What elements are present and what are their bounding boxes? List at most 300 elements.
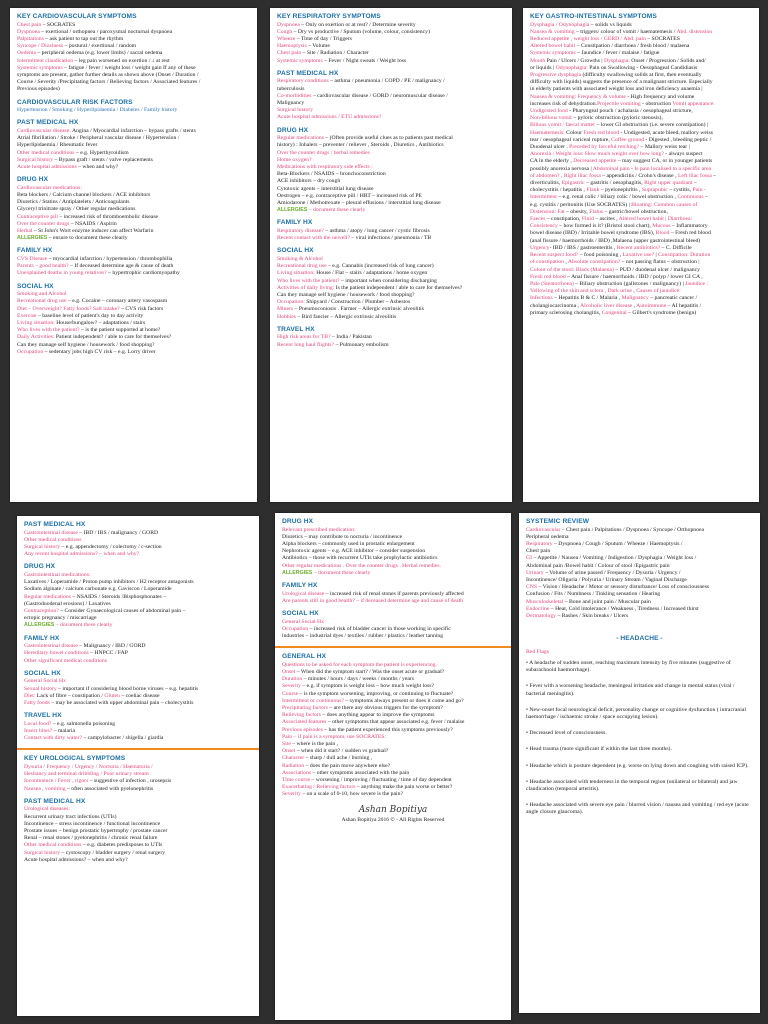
text-line: [277, 100, 505, 107]
text-segment: Preceded by forceful retching?: [569, 144, 640, 151]
text-segment: Other medical conditions: [24, 842, 82, 849]
text-segment: – Jaundice / fever / malaise / fatigue: [575, 50, 660, 57]
text-line: [17, 298, 250, 305]
text-segment: – is the patient supported at home?: [79, 327, 161, 334]
text-segment: – e.g. salmonella poisoning: [51, 720, 116, 727]
text-segment: Gastrointestinal disease: [24, 643, 78, 650]
section-heading: SOCIAL HX: [24, 669, 61, 677]
text-segment: – does anything appear to improve the symptoms: [321, 712, 435, 719]
red-flag-item: • Fever with a worsening headache, meningeal irritation and change in mental status (viral / bacterial meningitis).: [526, 683, 735, 697]
text-segment: Vomit appearance:: [672, 100, 715, 107]
systemic-review-card: [519, 513, 760, 1013]
text-segment: Prostate issues – benign prostatic hypertrophy / prostate cancer: [24, 828, 168, 835]
text-segment: Musculoskeletal: [526, 598, 564, 605]
text-segment: Cardiovascular disease:: [17, 128, 71, 135]
text-segment: CA in the elderly ,: [530, 158, 574, 165]
text-segment: – how formed is it? (Bristol stool chart),: [557, 223, 653, 230]
text-line: [530, 245, 752, 252]
text-segment: Hesitancy and terminal dribbling / Poor urinary stream: [24, 771, 149, 778]
text-line: [530, 303, 752, 310]
text-segment: Regular medications: [277, 135, 324, 142]
text-line: [24, 728, 252, 735]
text-segment: Duration: [690, 252, 711, 259]
text-line: [526, 570, 753, 577]
text-segment: Surgical history: [17, 156, 54, 163]
text-segment: Coffee ground: [611, 136, 645, 143]
text-segment: Fresh red blood: [583, 129, 620, 136]
text-segment: Local food?: [24, 720, 52, 727]
text-line: [17, 291, 250, 298]
text-segment: CNS: [526, 584, 538, 591]
text-line: [24, 658, 252, 665]
text-line: [17, 150, 250, 157]
text-line: [17, 349, 250, 356]
text-segment: – constipation,: [545, 216, 582, 223]
text-segment: – Chest pain / Palpitations / Dyspnoea / Syncope / Orthopnoea: [560, 526, 705, 533]
text-segment: House/bungalow? – adaptations / stairs: [54, 320, 146, 327]
text-line: [277, 200, 505, 207]
text-line: [277, 285, 505, 292]
section-heading: KEY GASTRO-INTESTINAL SYMPTOMS: [530, 13, 657, 20]
text-segment: Flatus: [589, 208, 604, 215]
text-segment: - Digested , bleeding peptic /: [644, 136, 712, 143]
text-segment: – e.g. Cocaine – coronary artery vasospasm: [66, 298, 168, 305]
text-line: [24, 678, 252, 685]
text-segment: Regular medications: [24, 593, 71, 600]
text-segment: – important when considering discharging: [339, 277, 437, 284]
text-segment: Pain on Swallowing - Oesophageal Candidiasis: [587, 64, 698, 71]
text-line: [277, 29, 505, 36]
text-segment: Course: [282, 690, 299, 697]
text-segment: – C. Difficile: [660, 244, 692, 251]
text-line: [526, 548, 753, 555]
text-segment: Altered bowel habit: [530, 43, 576, 50]
text-segment: Chest pain: [526, 548, 551, 555]
text-segment: – SOCRATES: [41, 21, 76, 28]
text-line: [277, 235, 505, 242]
text-segment: – important if considering blood borne viruses – e.g. hepatitis: [56, 685, 199, 692]
text-line: [282, 741, 504, 748]
text-segment: diverticulitis,: [530, 180, 562, 187]
text-segment: Recent long haul flights?: [277, 341, 335, 348]
text-segment: Progressive dysphagia: [530, 72, 582, 79]
text-line: [282, 633, 504, 640]
text-segment: e.g. cystitis / peritonitis (Use SOCRATES) |: [530, 201, 632, 208]
cardiovascular-card: [10, 8, 257, 502]
text-line: [24, 643, 252, 650]
text-segment: Exercise: [17, 312, 37, 319]
text-segment: – suggestive of infection , urosepsis: [88, 778, 172, 785]
text-line: [530, 194, 752, 201]
text-segment: – Constipation / diarrhoea / fresh blood / malaena: [575, 43, 690, 50]
text-segment: – Malignancy / IBD / GORD: [77, 643, 146, 650]
text-segment: General Social Hx: [24, 678, 67, 685]
text-segment: ectopic pregnancy / miscarriage: [24, 615, 97, 622]
text-segment: Fatty foods: [24, 700, 50, 707]
text-segment: Respiratory disease?: [277, 228, 324, 235]
text-segment: Recent contact with the unwell?: [277, 235, 350, 242]
text-line: [277, 43, 505, 50]
text-segment: Oestrogen – e.g. contraceptive pill / HRT – increased risk of PE: [277, 192, 423, 199]
text-line: [282, 534, 504, 541]
text-segment: Radiation: [282, 762, 305, 769]
text-line: [24, 850, 252, 857]
text-segment: Projectile vomiting: [596, 100, 641, 107]
text-segment: – Consider Gynaecological causes of abdominal pain –: [58, 608, 186, 615]
text-segment: Living situation:: [17, 320, 55, 327]
text-segment: Gluten: [104, 692, 120, 699]
text-line: [24, 786, 252, 793]
text-segment: Is the patient independent / able to care for themselves?: [334, 284, 463, 291]
urology-general-card: [275, 513, 511, 1020]
text-segment: (difficulty swallowing solids at first, then eventually: [581, 72, 702, 79]
text-segment: Dysuria / Frequency / Urgency / Nocturia / Haematuria /: [24, 764, 153, 771]
text-segment: Absolute constipation?: [567, 259, 621, 266]
text-line: [17, 58, 250, 65]
text-line: [282, 770, 504, 777]
text-segment: Other medical conditions: [24, 536, 82, 543]
text-line: [526, 563, 753, 570]
text-segment: – India / Pakistan: [330, 334, 372, 341]
text-line: [530, 65, 752, 72]
text-segment: Occupation:: [277, 299, 305, 306]
text-segment: Colour of the stool:: [530, 266, 575, 273]
text-segment: – document these clearly: [312, 569, 371, 576]
text-segment: – Anal fissure / haemorrhoids / IBD / polyp / lower GI CA ,: [565, 273, 703, 280]
text-line: [277, 36, 505, 43]
text-segment: Contact with dirty water?: [24, 735, 82, 742]
text-line: [277, 107, 505, 114]
text-segment: Haematemesis:: [530, 129, 565, 136]
text-segment: Smoking & Alcohol: [277, 256, 323, 263]
text-segment: Flank: [586, 187, 600, 194]
text-segment: – gastritis / oesophagitis,: [584, 180, 645, 187]
text-segment: Contraceptive pill: [17, 213, 58, 220]
text-segment: of abdomen? ,: [530, 172, 563, 179]
text-segment: – Bone and joint pain / Muscular pain: [563, 598, 651, 605]
text-segment: – cystoscopy / bladder surgery / renal surgery: [60, 849, 166, 856]
text-line: [17, 86, 250, 93]
text-segment: – Mallory weiss tear |: [639, 144, 690, 151]
text-segment: Congenital: [601, 309, 627, 316]
text-segment: – Vision / Headache / Motor or sensory disturbance/ Loss of consciousness: [537, 584, 710, 591]
text-line: [282, 555, 504, 562]
text-line: [282, 570, 504, 577]
text-line: [530, 101, 752, 108]
respiratory-card: [270, 8, 512, 502]
text-segment: Incontinence – stress incontinence / functional incontinence: [24, 820, 161, 827]
text-segment: Angina / Myocardial infarction – bypass grafts / stents: [70, 128, 196, 135]
text-line: [277, 157, 505, 164]
text-line: [17, 22, 250, 29]
section-heading: DRUG HX: [277, 126, 309, 134]
text-line: [526, 613, 753, 620]
text-line: [17, 235, 250, 242]
text-segment: – anything make the pain worse or better?: [355, 784, 453, 791]
text-segment: Systemic symptoms: [277, 57, 323, 64]
text-segment: – has the patient experienced this symptoms previously?: [322, 726, 453, 733]
text-segment: – Site / Radiation / Character: [301, 50, 369, 57]
text-segment: – Volume: [306, 43, 330, 50]
text-line: [24, 572, 252, 579]
text-segment: – AI hepatitis /: [666, 302, 702, 309]
text-line: [17, 270, 250, 277]
text-line: [24, 537, 252, 544]
text-segment: Hereditary bowel conditions: [24, 650, 89, 657]
text-line: [17, 65, 250, 72]
text-line: [24, 586, 252, 593]
text-segment: Abdominal pain /Bowel habit / Colour of stool /Epigastric pain: [526, 562, 670, 569]
red-flag-item: • Headache associated with severe eye pain / blurred vision / nausea and vomiting / red eye (acute angle closure glaucoma).: [526, 802, 749, 816]
text-segment: - High frequency and volume: [625, 93, 695, 100]
text-segment: Hobbies: [277, 313, 296, 320]
text-segment: – Pneumoconiosis . Farmer – Allergic extrinsic alveolitis: [293, 306, 424, 313]
text-segment: – increased risk of bladder cancer in those working in specific: [308, 625, 451, 632]
text-segment: Are parents still in good health?: [282, 597, 355, 604]
text-segment: – CVS risk factors: [119, 305, 164, 312]
spacer: [526, 620, 753, 630]
text-segment: – When did the symptom start? / Was the onset acute or gradual?: [295, 669, 445, 676]
text-line: [530, 230, 752, 237]
text-line: [277, 86, 505, 93]
text-line: [282, 669, 504, 676]
text-segment: – ask patient to tap out the rhythm: [43, 36, 124, 42]
text-segment: Right upper quadrant: [644, 180, 693, 187]
text-segment: Sodium alginate / calcium carbonate e.g. Gaviscon / Loperamide: [24, 586, 172, 593]
text-segment: Chest pain: [17, 21, 42, 28]
text-line: [24, 764, 252, 771]
text-segment: – e.g. renal colic / biliary colic / bowel obstruction ,: [556, 194, 678, 201]
text-line: [530, 158, 752, 165]
text-segment: Dysphagia:: [603, 57, 630, 64]
text-segment: – cardiovascular disease / GORD / neuromuscular disease /: [311, 92, 448, 99]
text-segment: Peripheral oedema: [526, 533, 569, 540]
text-segment: Urinary: [526, 569, 544, 576]
text-line: [526, 599, 753, 606]
text-line: [17, 263, 250, 270]
section-heading: DRUG HX: [24, 563, 56, 571]
text-segment: – Biliary obstruction (gallstones / malignancy) |: [573, 280, 686, 287]
text-line: [277, 150, 505, 157]
text-line: [17, 50, 250, 57]
text-segment: – NSAIDS / Steroids /Bisphosphonates –: [70, 593, 167, 600]
text-segment: Insect bites?: [24, 728, 53, 735]
text-segment: Systemic symptoms: [17, 64, 63, 71]
text-line: [277, 193, 505, 200]
text-segment: Cardiovascular medications:: [17, 184, 82, 191]
text-segment: GI: [526, 555, 533, 562]
text-segment: Incontinence/ Oliguria / Polyuria / Urinary Stream / Vaginal Discharge: [526, 577, 687, 584]
text-segment: –: [703, 194, 708, 201]
text-segment: Common causes of: [653, 201, 698, 208]
section-heading: TRAVEL HX: [277, 325, 315, 333]
text-segment: – e.g. diabetes predisposes to UTIs: [81, 842, 163, 849]
text-segment: – sharp / dull ache / burning ,: [304, 755, 373, 762]
text-line: [277, 50, 505, 57]
text-segment: Abd. distension: [676, 28, 713, 35]
text-segment: – when and why?: [76, 164, 119, 171]
text-line: [530, 29, 752, 36]
text-segment: Glyceryl trinitrate spray / Other regular medications: [17, 206, 136, 213]
text-segment: – Dry vs productive / Sputum (volume, colour, consistency): [292, 28, 430, 35]
text-segment: How much weight over how long?: [585, 151, 664, 158]
text-line: [24, 579, 252, 586]
text-segment: – does the pain move anywhere else?: [304, 762, 391, 769]
text-line: [530, 209, 752, 216]
text-segment: Acute hospital admissions: [17, 164, 77, 171]
text-line: [24, 594, 252, 601]
text-line: [282, 541, 504, 548]
text-line: [530, 50, 752, 57]
text-segment: Respiratory: [526, 541, 553, 547]
text-line: [24, 857, 252, 864]
text-segment: Suprapubic: [641, 187, 668, 194]
text-segment: – coeliac disease: [119, 692, 160, 699]
text-line: [282, 755, 504, 762]
text-segment: Alcoholic liver disease: [580, 302, 633, 309]
text-line: [24, 622, 252, 629]
text-line: [282, 626, 504, 633]
text-segment: Sexual history: [24, 685, 57, 692]
text-segment: – Volume of urine passed / Frequency / Dysuria / Urgency /: [543, 569, 681, 576]
text-segment: Endocrine: [526, 605, 550, 612]
text-segment: Laxative use?: [622, 252, 655, 259]
text-segment: Shipyard / Construction / Plumber – Asbestos: [304, 299, 411, 306]
text-segment: Systemic symptoms: [530, 50, 576, 57]
text-segment: Gastrointestinal disease: [24, 529, 78, 536]
text-line: [277, 22, 505, 29]
text-segment: Over the counter drugs: [17, 220, 70, 227]
text-segment: Continuous: [677, 194, 704, 201]
text-segment: Occupation: [282, 625, 309, 632]
text-segment: – food poisoning ,: [578, 252, 623, 259]
text-segment: – NSAIDS / Aspirin: [69, 220, 117, 227]
red-flag-item: • Head trauma (more significant if within the last three months).: [526, 746, 672, 753]
allergies-label: ALLERGIES: [17, 235, 48, 242]
text-segment: – IBD / IBS / malignancy / GORD: [77, 529, 159, 536]
text-segment: Epigastric: [561, 180, 585, 187]
section-divider: [275, 646, 511, 648]
text-line: [277, 263, 505, 270]
text-segment: Precipitating factors: [282, 705, 328, 712]
text-segment: bowel disease (IBD) / Irritable bowel syndrome (IBS),: [530, 230, 656, 237]
text-line: [277, 186, 505, 193]
text-segment: history) : Inhalers – preventer / reliever , Steroids , Diuretics , Antibiotics: [277, 142, 444, 149]
text-segment: Blood: [655, 230, 670, 237]
text-segment: – pancreatic cancer /: [648, 295, 698, 302]
text-line: [530, 151, 752, 158]
text-segment: Recreational drug use: [17, 298, 67, 305]
red-flags-label: Red Flags: [526, 648, 549, 655]
text-line: [17, 221, 250, 228]
text-segment: Faeces: [530, 216, 546, 223]
text-line: [277, 178, 505, 185]
text-segment: Renal – renal stones / pyelonephritis / chronic renal failure: [24, 835, 158, 842]
text-segment: –: [692, 180, 697, 187]
text-line: [277, 78, 505, 85]
text-line: [17, 320, 250, 327]
text-line: [24, 778, 252, 785]
text-segment: Who lives with the patient?: [277, 277, 340, 284]
text-segment: in elderly patients with associated weight loss and iron deficiency anaemia |: [530, 86, 703, 93]
text-segment: – triggers/ colour of vomit / haematemesis /: [574, 28, 677, 35]
text-line: [282, 763, 504, 770]
text-segment: – baseline level of patient's day to day activity: [36, 312, 144, 319]
text-line: [282, 698, 504, 705]
allergies-label: ALLERGIES: [282, 569, 313, 576]
section-heading: SOCIAL HX: [277, 247, 314, 255]
text-segment: Duration: [282, 676, 303, 683]
red-flag-item: • A headache of sudden onset, reaching maximum intensity by five minutes (suggestive of subarachnoid haemorrhage).: [526, 660, 731, 674]
text-line: [526, 534, 753, 541]
text-line: [530, 122, 752, 129]
text-line: [530, 166, 752, 173]
text-line: [17, 192, 250, 199]
text-segment: Nephrotoxic agents – e.g. ACE inhibitor – consider suspension: [282, 548, 426, 555]
text-segment: symptoms are present, gather further details as shown above (Onset / Duration /: [17, 72, 199, 79]
text-segment: Diuretics / Statins / Antiplatelets / Anticoagulants: [17, 199, 130, 206]
text-segment: Unexplained deaths in young relatives?: [17, 270, 107, 277]
text-segment: – e.g. Hyperthyroidism: [74, 149, 129, 156]
text-line: [530, 86, 752, 93]
text-segment: Colour: [564, 129, 584, 136]
text-segment: Duodenal ulcer .: [530, 144, 570, 151]
text-segment: Mucous: [652, 223, 671, 230]
text-segment: – malaria: [52, 728, 76, 735]
text-segment: Co-morbidities: [277, 92, 312, 99]
text-segment: – pyelonephritis ,: [599, 187, 642, 194]
text-segment: Previous episodes: [282, 726, 323, 733]
text-segment: Dyspnoea: [277, 21, 300, 28]
text-segment: of constipation: [530, 259, 564, 266]
text-segment: Parents – good health?: [17, 263, 69, 270]
text-line: [24, 806, 252, 813]
text-segment: Urological disease: [282, 590, 325, 597]
section-heading: CARDIOVASCULAR RISK FACTORS: [17, 98, 133, 106]
section-heading: DRUG HX: [17, 176, 49, 184]
text-segment: tuberculosis: [277, 85, 305, 92]
text-segment: Over the counter drugs / herbal remedies: [277, 149, 370, 156]
text-segment: High risk areas for TB?: [277, 334, 331, 341]
text-segment: Abdominal pain: [592, 165, 630, 172]
text-segment: Occupation: [17, 348, 44, 355]
text-segment: Surgical history: [24, 849, 61, 856]
text-line: [526, 606, 753, 613]
text-segment: Diet:: [24, 692, 36, 699]
text-segment: Severity: [282, 791, 301, 798]
text-segment: Onset: [282, 748, 296, 755]
text-segment: – Rashes / Skin breaks / Ulcers: [556, 613, 629, 620]
text-segment: Non-bilious vomit: [530, 115, 572, 122]
text-segment: – e.g. appendectomy / colectomy / c-section: [60, 544, 162, 550]
text-segment: Causes of jaundice:: [636, 288, 681, 295]
text-segment: – peripheral oedema (e.g. lower limbs) / sacral oedema: [35, 50, 163, 57]
text-segment: Urgency: [530, 244, 550, 251]
text-line: [17, 185, 250, 192]
section-heading: SOCIAL HX: [282, 610, 319, 618]
text-segment: –: [711, 172, 717, 179]
text-segment: – not passing flatus – obstruction |: [620, 259, 700, 266]
text-segment: Syncope / Dizziness: [17, 43, 64, 50]
text-segment: Pain -: [692, 187, 706, 194]
text-segment: – Fresh red blood: [669, 230, 711, 237]
text-segment: Can they manage self hygiene / housework / food shopping?: [17, 341, 155, 348]
text-segment: Amiodarone / Methotrexate – pleural effusions / interstitial lung disease: [277, 200, 441, 207]
text-segment: Undigested food: [530, 108, 568, 115]
text-line: [282, 727, 504, 734]
red-flag-item: • Decreased level of consciousness.: [526, 730, 607, 737]
text-segment: – viral infections / pneumonia / TB: [349, 235, 432, 242]
